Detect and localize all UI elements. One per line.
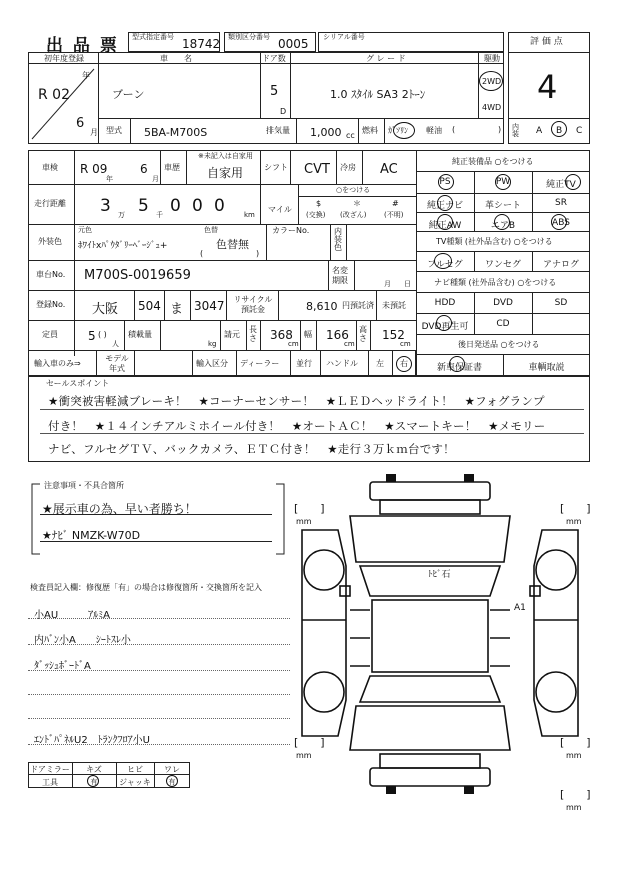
legend-crack: ヒビ — [127, 765, 143, 774]
shift-value: CVT — [304, 162, 330, 177]
inspector-line-2: 内ﾊﾞﾝ小A ｼｰﾄｽﾚ小 — [34, 635, 131, 646]
genuine-header: 純正装備品 ○をつける — [452, 157, 534, 166]
later-header: 後日発送品 ○をつける — [458, 340, 540, 349]
width-cm: cm — [344, 340, 355, 348]
chassis-value: M700S-0019659 — [84, 268, 191, 283]
height-label: 高さ — [359, 325, 367, 343]
color-label: 外装色 — [38, 237, 62, 246]
inspector-line-3: ﾀﾞｯｼｭﾎﾞｰﾄﾞA — [34, 661, 91, 672]
inspection-month-unit: 月 — [152, 175, 159, 183]
navi-cd: CD — [496, 319, 510, 329]
odo-circle-note: ○をつける — [336, 186, 371, 194]
equip-leather: 革シート — [484, 201, 521, 211]
navi-dvd: DVD — [493, 298, 513, 308]
reg-number: 3047 — [194, 299, 225, 313]
first-reg-year: R 02 — [38, 87, 70, 103]
reg-class: 504 — [138, 299, 161, 313]
page-title: 出 品 票 — [46, 36, 119, 56]
doors-type: D — [280, 107, 287, 116]
recycle-value: 8,610 — [306, 300, 338, 313]
drive-4wd: 4WD — [482, 103, 502, 112]
ac-label: 冷房 — [340, 163, 356, 172]
drive-2wd-circle — [479, 71, 503, 91]
capacity-label: 定員 — [42, 330, 58, 339]
handle-right-circle — [396, 356, 412, 372]
mileage-label: 走行距離 — [34, 199, 66, 208]
inspection-month: 6 — [140, 162, 148, 176]
mileage-man: 万 — [118, 211, 125, 219]
navi-dvd-play: DVD再生可 — [421, 322, 469, 332]
mileage-km: km — [244, 211, 255, 219]
equip-airbag: エアB — [490, 221, 516, 231]
equip-sr: SR — [555, 198, 567, 208]
name-change-month: 月 — [384, 280, 391, 288]
ac-value: AC — [380, 162, 398, 177]
odo-swap: $ — [316, 199, 322, 208]
fuel-paren-close: ) — [498, 125, 502, 134]
fuel-gasoline: ｶﾞｿﾘﾝ — [388, 126, 408, 135]
navi-sd: SD — [554, 298, 568, 308]
interior-color-label: 内装色 — [334, 227, 342, 252]
inspector-line-1: 小AU ｱﾙﾐA — [34, 610, 111, 621]
model-value: 5BA-M700S — [144, 126, 208, 139]
first-reg-month-unit: 月 — [90, 128, 98, 137]
later-manual: 車輌取説 — [528, 363, 565, 373]
dealer-option: ディーラー — [240, 359, 280, 368]
category-label: 類別区分番号 — [228, 33, 270, 41]
interior-c: C — [576, 126, 583, 136]
car-name-label: 車 名 — [160, 54, 192, 63]
mileage-digit-3: 0 — [170, 196, 181, 216]
color-no-label: カラーNo. — [272, 226, 310, 235]
mileage-digit-5: 0 — [214, 196, 225, 216]
equip-genuine-tv: 純正TV — [546, 180, 576, 190]
legend-jack: ジャッキ — [119, 778, 151, 787]
interior-label: 内装 — [512, 123, 519, 138]
doors-label: ドア数 — [262, 54, 286, 63]
history-note: ※未記入は自家用 — [198, 152, 253, 160]
sales-line-1: ★衝突被害軽減ブレーキ！ ★コーナーセンサー！ ★ＬＥＤヘッドライト！ ★フォグランプ — [48, 394, 545, 408]
history-label: 車歴 — [164, 163, 180, 172]
color-paren-open: ( — [200, 249, 204, 258]
load-kg: kg — [208, 340, 217, 348]
width-value: 166 — [326, 328, 349, 342]
sales-label: セールスポイント — [46, 379, 110, 388]
drive-label: 駆動 — [484, 54, 500, 63]
reg-kana: ま — [170, 302, 184, 317]
notes-brackets — [30, 480, 290, 560]
bracket-rear-left: [ ] — [294, 736, 325, 749]
notes-label: 注意事項・不具合箇所 — [44, 481, 124, 490]
car-diagram — [290, 470, 590, 810]
car-name-value: ブーン — [112, 88, 145, 101]
diagram-panel-label: A1 — [514, 603, 526, 613]
odo-unknown-label: (不明) — [384, 211, 404, 219]
inspection-year: R 09 — [80, 162, 108, 176]
equip-ps: PS — [439, 177, 451, 187]
equip-pw: PW — [495, 177, 511, 187]
height-cm: cm — [400, 340, 411, 348]
grade-value: 1.0 ｽﾀｲﾙ SA3 2ﾄｰﾝ — [330, 88, 426, 101]
capacity-value: 5 — [88, 329, 96, 343]
designation-value: 18742 — [182, 37, 221, 51]
category-value: 0005 — [278, 37, 309, 51]
history-value: 自家用 — [207, 166, 244, 180]
interior-b-circle — [551, 121, 567, 137]
handle-label: ハンドル — [326, 359, 358, 368]
mileage-digit-2: 5 — [138, 196, 149, 216]
inspector-line-6: ｴﾝﾄﾞﾊﾟﾈﾙU2 ﾄﾗﾝｸﾌﾛｱ小U — [34, 735, 151, 746]
name-change-label: 名変期限 — [332, 266, 348, 285]
navi-header: ナビ種類 (社外品含む) ○をつける — [434, 278, 557, 287]
mileage-digit-1: 3 — [100, 196, 111, 216]
sales-line-2: 付き！ ★１４インチアルミホイール付き！ ★オートＡＣ！ ★スマートキー！ ★メモリー — [48, 419, 546, 433]
bracket-front-left: [ ] — [294, 502, 325, 515]
tv-oneseg: ワンセグ — [484, 260, 521, 270]
bracket-front-right: [ ] — [560, 502, 591, 515]
original-color-value: ﾎﾜｲﾄxﾊﾟｳﾀﾞﾘｰﾍﾞｰｼﾞｭ+ — [78, 241, 168, 251]
original-color-label: 元色 — [78, 226, 92, 234]
recycle-unpaid: 未預託 — [382, 301, 406, 310]
first-reg-year-unit: 年 — [82, 71, 90, 80]
mm-rear-left: mm — [296, 751, 312, 760]
displacement-value: 1,000 — [310, 126, 342, 139]
recycle-label: リサイクル預託金 — [233, 295, 273, 314]
bracket-spare: [ ] — [560, 788, 591, 801]
mm-spare: mm — [566, 803, 582, 812]
legend-scratch: キズ — [86, 765, 102, 774]
fuel-diesel: 軽油 — [426, 126, 442, 135]
handle-right: 右 — [400, 359, 408, 368]
fuel-label: 燃料 — [362, 126, 378, 135]
capacity-paren: ( ) — [98, 330, 107, 339]
drive-2wd: 2WD — [482, 77, 502, 86]
request-label: 請元 — [224, 330, 240, 339]
first-reg-month: 6 — [76, 116, 85, 131]
shift-label: シフト — [264, 163, 288, 172]
mileage-digit-4: 0 — [192, 196, 203, 216]
first-reg-label: 初年度登録 — [44, 54, 84, 63]
import-label: 輸入車のみ⇒ — [34, 359, 81, 368]
chassis-label: 車台No. — [36, 270, 66, 279]
tv-fullseg: フルセグ — [427, 260, 463, 270]
displacement-cc: cc — [346, 131, 355, 140]
model-year-label: モデル年式 — [105, 354, 129, 373]
legend-jack-value: 有 — [168, 778, 176, 786]
serial-label: シリアル番号 — [323, 33, 365, 41]
color-change-value: 色替無 — [216, 238, 249, 251]
mileage-sen: 千 — [156, 211, 163, 219]
legend-mirror: ドアミラー — [30, 765, 70, 774]
reg-label: 登録No. — [36, 300, 66, 309]
recycle-paid: 円預託済 — [342, 301, 374, 310]
length-cm: cm — [288, 340, 299, 348]
inspection-year-unit: 年 — [106, 175, 113, 183]
color-code-label: 色替 — [204, 226, 218, 234]
tv-header: TV種類 (社外品含む) ○をつける — [436, 237, 553, 246]
height-value: 152 — [382, 328, 405, 342]
width-label: 幅 — [304, 330, 312, 339]
legend-break: ワレ — [164, 765, 180, 774]
fuel-gasoline-circle — [393, 122, 415, 139]
legend-tool-value: 有 — [90, 778, 98, 786]
equip-genuine-aw: 純正AW — [428, 221, 462, 231]
interior-a: A — [536, 126, 543, 136]
later-warranty: 新車保証書 — [436, 363, 482, 373]
bracket-rear-right: [ ] — [560, 736, 591, 749]
parallel-option: 並行 — [296, 359, 312, 368]
notes-line-2: ★ﾅﾋﾞ NMZK-W70D — [42, 529, 141, 542]
inspector-label: 検査員記入欄：修復歴「有」の場合は修復箇所・交換箇所を記入 — [30, 583, 262, 592]
import-div-label: 輸入区分 — [196, 359, 228, 368]
odo-tamper: ＊ — [353, 199, 361, 208]
grade-label: グ レ ー ド — [366, 54, 406, 63]
notes-line-1: ★展示車の為、早い者勝ち！ — [42, 502, 197, 516]
mm-front-left: mm — [296, 517, 312, 526]
length-value: 368 — [270, 328, 293, 342]
score-value: 4 — [537, 68, 558, 106]
navi-hdd: HDD — [434, 298, 456, 308]
color-paren-close: ) — [256, 249, 260, 258]
interior-b: B — [556, 126, 563, 136]
legend-tool: 工具 — [42, 778, 58, 787]
fuel-paren-open: ( — [452, 125, 456, 134]
mm-rear-right: mm — [566, 751, 582, 760]
diagram-glass-label: ﾄﾋﾞ石 — [428, 570, 451, 580]
odo-tamper-label: (改ざん) — [340, 211, 367, 219]
handle-left: 左 — [376, 359, 384, 368]
equip-abs: ABS — [552, 218, 570, 228]
mm-front-right: mm — [566, 517, 582, 526]
designation-label: 型式指定番号 — [132, 33, 174, 41]
odo-swap-label: (交換) — [306, 211, 326, 219]
equip-genuine-navi: 純正ナビ — [426, 201, 463, 211]
name-change-day: 日 — [404, 280, 411, 288]
inspection-label: 車検 — [42, 163, 58, 172]
tv-analog: アナログ — [542, 260, 579, 270]
capacity-person: 人 — [112, 340, 119, 348]
displacement-label: 排気量 — [266, 126, 290, 135]
doors-value: 5 — [270, 84, 279, 99]
sales-line-3: ナビ、フルセグＴＶ、バックカメラ、ＥＴＣ付き！ ★走行３万ｋｍ台です！ — [48, 442, 455, 456]
odo-unknown: # — [392, 199, 399, 208]
length-label: 長さ — [249, 325, 257, 343]
score-label: 評 価 点 — [530, 37, 563, 47]
mile-label: マイル — [268, 205, 292, 214]
reg-area: 大阪 — [92, 302, 119, 317]
model-label: 型式 — [106, 126, 122, 135]
load-label: 積載量 — [128, 330, 152, 339]
